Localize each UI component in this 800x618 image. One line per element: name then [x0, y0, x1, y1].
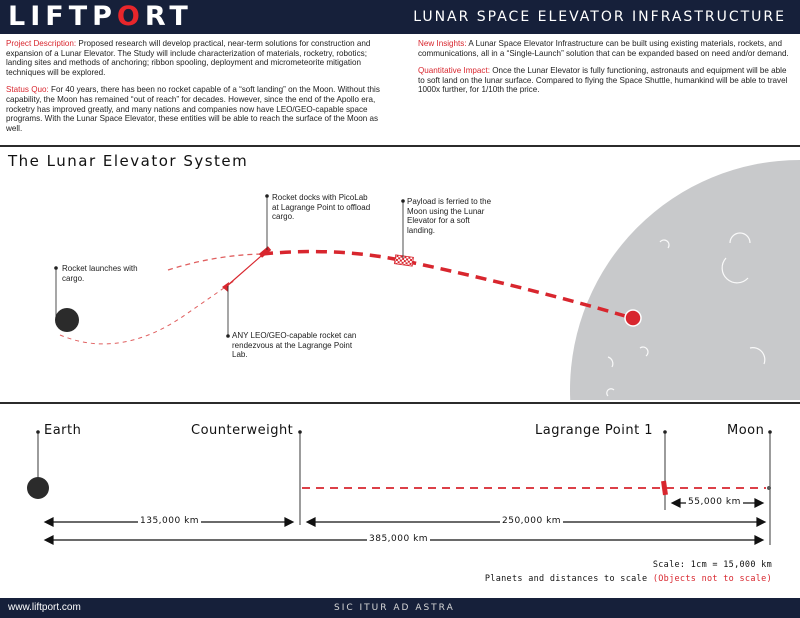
status-quo-label: Status Quo: — [6, 85, 49, 95]
elevator-ribbon — [262, 252, 632, 318]
earth-scale-icon — [27, 477, 49, 499]
launch-trajectory — [60, 281, 234, 344]
callout-dot-launch — [54, 266, 58, 270]
logo-text-start: LIFTP — [8, 1, 117, 32]
moon-disc — [570, 160, 800, 618]
scale-diagram — [27, 430, 772, 545]
quantitative-impact-text: Once the Lunar Elevator is fully functioning, astronauts and equipment will be able to soft land on the lunar surface. Compared to flying the Space Shuttle, humankind will be able to travel 1000x further, for 1/10th the price. — [418, 66, 788, 95]
callout-any-rocket: ANY LEO/GEO-capable rocket can rendezvous at the Lagrange Point Lab. — [232, 331, 357, 359]
divider-middle — [0, 402, 800, 404]
callout-rocket-launches: Rocket launches with cargo. — [62, 264, 138, 283]
footer-url-link[interactable]: www.liftport.com — [8, 602, 81, 613]
callout-dot-docks — [265, 194, 269, 198]
earth-icon — [55, 308, 79, 332]
callout-dot-payload — [401, 199, 405, 203]
label-earth: Earth — [44, 423, 82, 438]
project-description-label: Project Description: — [6, 39, 77, 48]
footer-bar — [0, 598, 800, 618]
scale-note: Scale: 1cm = 15,000 km — [652, 560, 772, 570]
project-description-text: Proposed research will develop practical, near-term solutions for construction and expansion of a Lunar Elevator. The Study will include characterization of materials, rocketry, robotics; landing sites and methods of anchoring; ribbon spooling, deployment and micrometeorite mitigation techniques will be explored. — [6, 39, 371, 77]
earth-marker-dot — [36, 430, 40, 434]
quantitative-impact-label: Quantitative Impact: — [418, 66, 490, 76]
new-insights-label: New Insights: — [418, 39, 467, 48]
distance-earth-counterweight: 135,000 km — [140, 516, 200, 526]
section-title: The Lunar Elevator System — [8, 152, 249, 170]
callout-rocket-docks: Rocket docks with PicoLab at Lagrange Point to offload cargo. — [272, 193, 371, 221]
moon-marker-dot — [768, 430, 772, 434]
counterweight-marker-dot — [298, 430, 302, 434]
moon-scale-icon — [767, 486, 771, 490]
label-lagrange-point: Lagrange Point 1 — [535, 423, 654, 438]
payload-climber-icon — [394, 255, 413, 266]
callout-dot-rendezvous — [226, 334, 230, 338]
page-title: LUNAR SPACE ELEVATOR INFRASTRUCTURE — [413, 9, 786, 25]
logo-o: O — [116, 1, 145, 32]
label-moon: Moon — [727, 423, 765, 438]
moon-landing-point — [625, 310, 641, 326]
not-to-scale-note: (Objects not to scale) — [652, 574, 772, 584]
label-counterweight: Counterweight — [191, 423, 294, 438]
lagrange-marker-dot — [663, 430, 667, 434]
distance-total: 385,000 km — [369, 534, 429, 544]
lagrange-scale-icon — [661, 481, 668, 496]
logo-text-end: RT — [144, 1, 193, 32]
moon-illustration — [570, 160, 800, 618]
new-insights-text: A Lunar Space Elevator Infrastructure can be built using existing materials, rockets, and communications, all in a “Single-Launch” solution that can be expanded based on need and/or demand. — [418, 39, 789, 58]
planets-note — [485, 574, 772, 584]
callout-payload-ferried: Payload is ferried to the Moon using the Lunar Elevator for a soft landing. — [407, 197, 492, 235]
footer-motto: SIC ITUR AD ASTRA — [334, 603, 455, 613]
distance-l1-moon: 55,000 km — [688, 497, 741, 507]
status-quo-text: For 40 years, there has been no rocket capable of a “soft landing” on the Moon. Without this capability, the Moon has remained “out of reach” for decades. However, since the end of the Apollo era, rocketry has improved greatly, and many nations and companies now have LEO/GEO-capable space programs. With the Lunar Space Elevator, these entities will be able to reach the surface of the Moon as well. — [6, 85, 380, 133]
planets-note-text: Planets and distances to scale — [484, 574, 648, 584]
distance-counterweight-moon: 250,000 km — [502, 516, 562, 526]
